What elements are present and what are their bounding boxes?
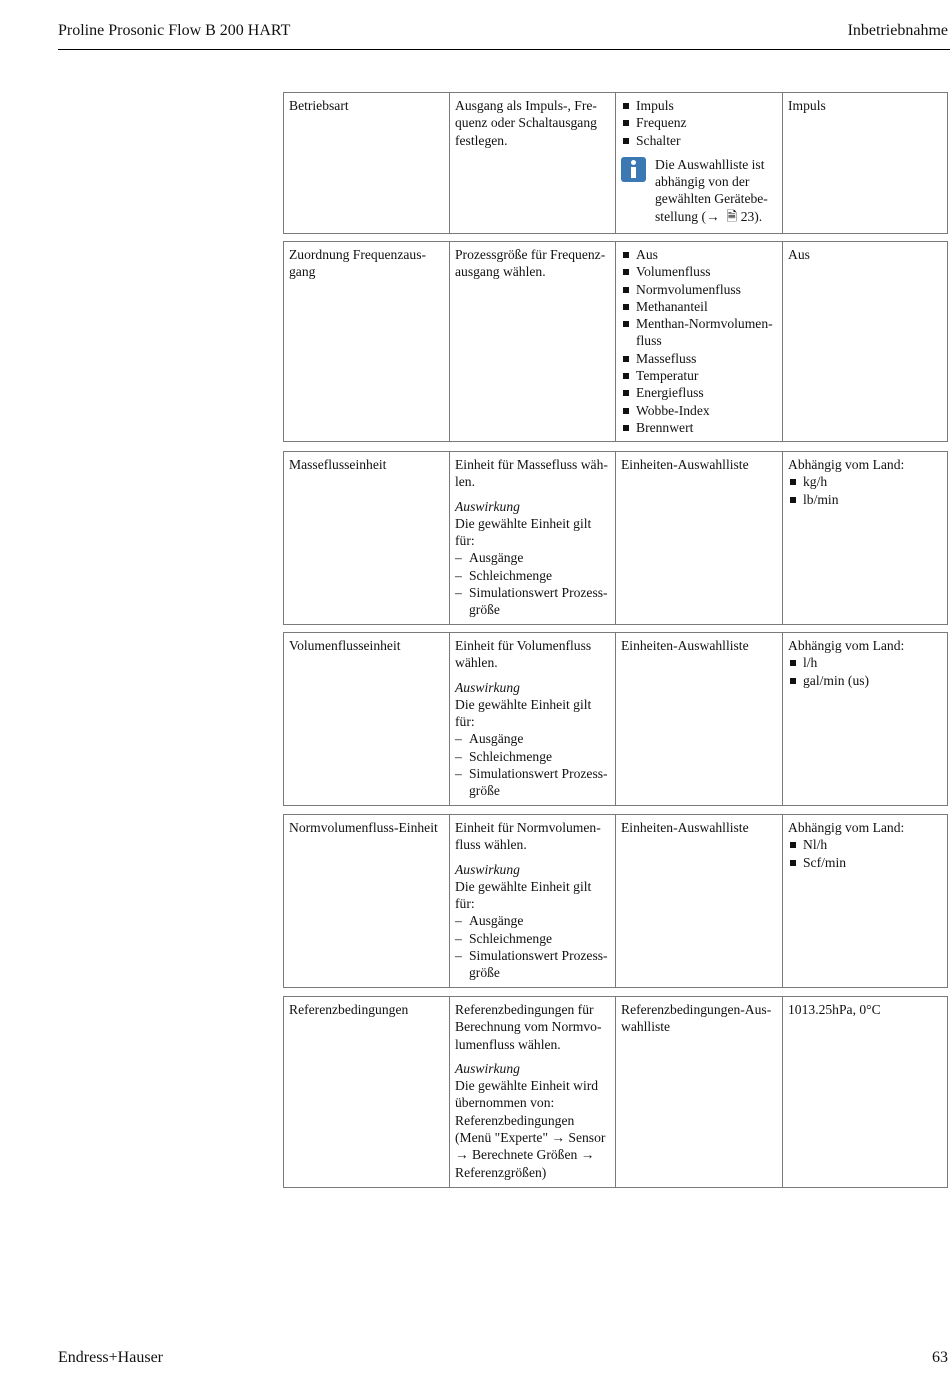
param-options: Referenzbedingungen-Aus-wahlliste bbox=[616, 997, 783, 1187]
param-default: 1013.25hPa, 0°C bbox=[788, 1002, 881, 1017]
param-default: Impuls bbox=[788, 98, 826, 113]
list-item: Schalter bbox=[621, 132, 777, 149]
description-text: Referenzbedingungen für Berechnung vom Normvo-lumenfluss wählen. bbox=[455, 1002, 602, 1052]
page-number: 63 bbox=[932, 1349, 948, 1366]
effect-label: Auswirkung bbox=[455, 861, 520, 877]
list-item: Massefluss bbox=[621, 350, 777, 367]
param-name: Masseflusseinheit bbox=[284, 452, 450, 624]
param-default bbox=[783, 815, 947, 987]
header-section: Inbetriebnahme bbox=[847, 22, 948, 39]
default-label: Abhängig vom Land: bbox=[788, 457, 905, 472]
info-note bbox=[621, 156, 777, 225]
default-list bbox=[788, 654, 942, 689]
table-row bbox=[283, 241, 948, 442]
list-item: Normvolumenfluss bbox=[621, 281, 777, 298]
list-item: – Ausgänge bbox=[455, 912, 610, 929]
list-item: Scf/min bbox=[788, 854, 942, 871]
table-row bbox=[283, 632, 948, 806]
note-text: Die Auswahlliste ist abhängig von der gewählten Gerätebe-stellung (→ 🗎 23). bbox=[655, 156, 768, 224]
list-item: – Schleichmenge bbox=[455, 567, 610, 584]
param-name: Betriebsart bbox=[284, 93, 450, 233]
effect-text: Die gewählte Einheit gilt für: bbox=[455, 515, 592, 549]
description-text: Einheit für Normvolumen-fluss wählen. bbox=[455, 820, 601, 853]
list-item: Menthan-Normvolumen-fluss bbox=[621, 315, 777, 350]
effect-text: Die gewählte Einheit gilt für: bbox=[455, 696, 592, 730]
param-default: Aus bbox=[788, 247, 810, 262]
options-list bbox=[621, 246, 777, 436]
param-description: Prozessgröße für Frequenz-ausgang wählen. bbox=[450, 242, 616, 441]
list-item: – Simulationswert Prozess-größe bbox=[455, 765, 610, 800]
info-icon bbox=[621, 157, 646, 182]
effect-list bbox=[455, 912, 610, 981]
param-name: Referenzbedingungen bbox=[284, 997, 450, 1187]
param-name: Normvolumenfluss-Einheit bbox=[284, 815, 450, 987]
list-item: – Ausgänge bbox=[455, 549, 610, 566]
list-item: Impuls bbox=[621, 97, 777, 114]
list-item: Nl/h bbox=[788, 836, 942, 853]
param-name: Zuordnung Frequenzaus-gang bbox=[284, 242, 450, 441]
list-item: – Simulationswert Prozess-größe bbox=[455, 584, 610, 619]
param-description bbox=[450, 815, 616, 987]
list-item: – Schleichmenge bbox=[455, 930, 610, 947]
param-name: Volumenflusseinheit bbox=[284, 633, 450, 805]
footer-brand: Endress+Hauser bbox=[58, 1349, 163, 1366]
param-options: Einheiten-Auswahlliste bbox=[616, 452, 783, 624]
list-item: Volumenfluss bbox=[621, 263, 777, 280]
table-row bbox=[283, 451, 948, 625]
param-default bbox=[783, 452, 947, 624]
default-label: Abhängig vom Land: bbox=[788, 820, 905, 835]
header-rule bbox=[58, 49, 950, 50]
param-description bbox=[450, 452, 616, 624]
list-item: – Simulationswert Prozess-größe bbox=[455, 947, 610, 982]
default-label: Abhängig vom Land: bbox=[788, 638, 905, 653]
list-item: gal/min (us) bbox=[788, 672, 942, 689]
description-text: Einheit für Massefluss wäh-len. bbox=[455, 457, 608, 490]
table-row bbox=[283, 92, 948, 234]
default-list bbox=[788, 473, 942, 508]
param-description bbox=[450, 997, 616, 1187]
effect-text: Die gewählte Einheit wird übernommen von: Referenzbedingungen (Menü "Experte" → Sensor → Berechnete Größen → Referenzgrößen) bbox=[455, 1078, 606, 1180]
table-row bbox=[283, 996, 948, 1188]
list-item: kg/h bbox=[788, 473, 942, 490]
effect-label: Auswirkung bbox=[455, 679, 520, 695]
options-list bbox=[621, 97, 777, 149]
param-description bbox=[450, 633, 616, 805]
param-options bbox=[616, 242, 783, 441]
effect-label: Auswirkung bbox=[455, 1060, 520, 1076]
effect-text: Die gewählte Einheit gilt für: bbox=[455, 878, 592, 912]
list-item: Energiefluss bbox=[621, 384, 777, 401]
param-options: Einheiten-Auswahlliste bbox=[616, 633, 783, 805]
effect-list bbox=[455, 730, 610, 799]
effect-list bbox=[455, 549, 610, 618]
list-item: lb/min bbox=[788, 491, 942, 508]
default-list bbox=[788, 836, 942, 871]
description-text: Einheit für Volumenfluss wählen. bbox=[455, 638, 592, 671]
list-item: Brennwert bbox=[621, 419, 777, 436]
list-item: l/h bbox=[788, 654, 942, 671]
list-item: – Schleichmenge bbox=[455, 748, 610, 765]
list-item: Methananteil bbox=[621, 298, 777, 315]
list-item: Frequenz bbox=[621, 114, 777, 131]
effect-label: Auswirkung bbox=[455, 498, 520, 514]
param-description: Ausgang als Impuls-, Fre-quenz oder Schaltausgang festlegen. bbox=[450, 93, 616, 233]
list-item: Aus bbox=[621, 246, 777, 263]
header-title: Proline Prosonic Flow B 200 HART bbox=[58, 22, 291, 39]
list-item: Wobbe-Index bbox=[621, 402, 777, 419]
table-row bbox=[283, 814, 948, 988]
param-options: Einheiten-Auswahlliste bbox=[616, 815, 783, 987]
param-default bbox=[783, 633, 947, 805]
list-item: Temperatur bbox=[621, 367, 777, 384]
param-options bbox=[616, 93, 783, 233]
list-item: – Ausgänge bbox=[455, 730, 610, 747]
